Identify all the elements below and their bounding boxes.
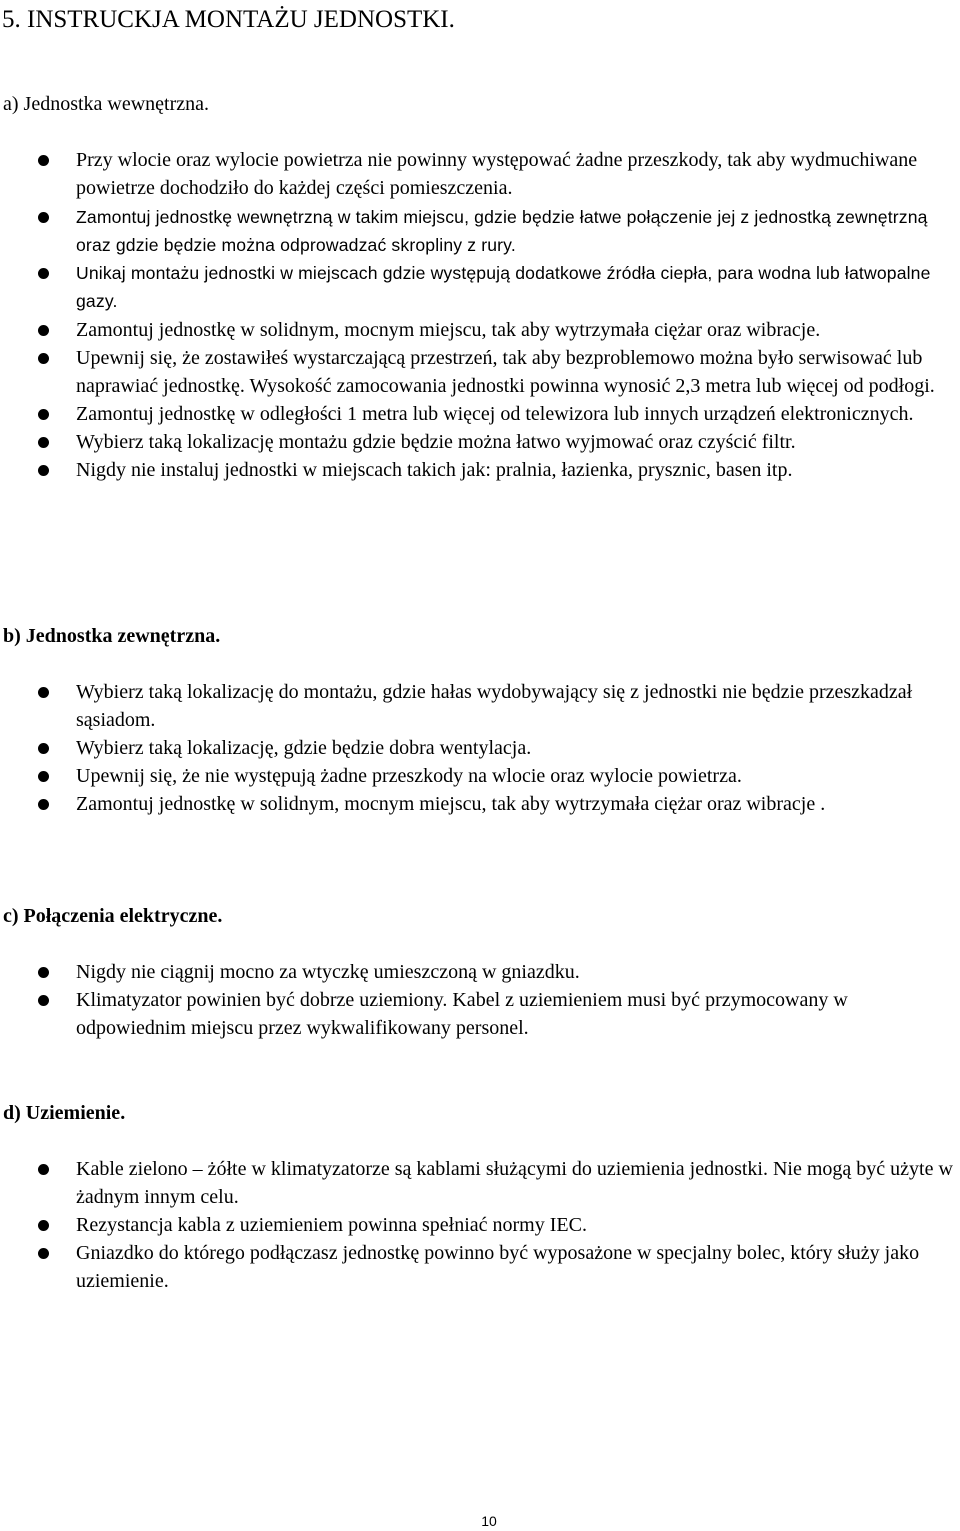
page-number: 10	[481, 1513, 497, 1529]
bullet-icon	[38, 409, 49, 420]
list-item	[0, 762, 960, 790]
outdoor-unit-list	[0, 678, 960, 818]
list-item-text: Zamontuj jednostkę wewnętrzną w takim miejscu, gdzie będzie łatwe połączenie jej z jednostką zewnętrzną oraz gdzie będzie można odprowadzać skropliny z rury.	[76, 207, 928, 255]
bullet-icon	[38, 465, 49, 476]
list-item-text: Wybierz taką lokalizację do montażu, gdzie hałas wydobywający się z jednostki nie będzie przeszkadzał sąsiadom.	[76, 681, 913, 731]
section-heading-electrical: c) Połączenia elektryczne.	[3, 905, 223, 927]
list-item	[0, 259, 960, 315]
list-item-text: Nigdy nie ciągnij mocno za wtyczkę umieszczoną w gniazdku.	[76, 961, 580, 983]
bullet-icon	[38, 1220, 49, 1231]
bullet-icon	[38, 212, 49, 223]
bullet-icon	[38, 743, 49, 754]
bullet-icon	[38, 967, 49, 978]
list-item-text: Upewnij się, że zostawiłeś wystarczającą przestrzeń, tak aby bezproblemowo można było serwisować lub naprawiać jednostkę. Wysokość zamocowania jednostki powinna wynosić 2,3 metra lub więcej od podłogi.	[76, 347, 935, 397]
list-item	[0, 1155, 960, 1211]
page-title: 5. INSTRUCKJA MONTAŻU JEDNOSTKI.	[2, 6, 455, 33]
list-item	[0, 428, 960, 456]
list-item	[0, 203, 960, 259]
list-item-text: Unikaj montażu jednostki w miejscach gdzie występują dodatkowe źródła ciepła, para wodna lub łatwopalne gazy.	[76, 263, 931, 311]
bullet-icon	[38, 799, 49, 810]
section-heading-indoor-unit: a) Jednostka wewnętrzna.	[3, 93, 210, 115]
list-item	[0, 958, 960, 986]
bullet-icon	[38, 1248, 49, 1259]
bullet-icon	[38, 353, 49, 364]
list-item	[0, 316, 960, 344]
indoor-unit-list	[0, 146, 960, 202]
list-item	[0, 456, 960, 484]
bullet-icon	[38, 995, 49, 1006]
bullet-icon	[38, 437, 49, 448]
list-item-text: Zamontuj jednostkę w solidnym, mocnym miejscu, tak aby wytrzymała ciężar oraz wibracje.	[76, 319, 821, 341]
list-item-text: Zamontuj jednostkę w solidnym, mocnym miejscu, tak aby wytrzymała ciężar oraz wibracje .	[76, 793, 826, 815]
list-item-text: Kable zielono – żółte w klimatyzatorze są kablami służącymi do uziemienia jednostki. Nie mogą być użyte w żadnym innym celu.	[76, 1158, 953, 1208]
list-item	[0, 986, 960, 1042]
section-heading-grounding: d) Uziemienie.	[3, 1102, 126, 1124]
list-item	[0, 790, 960, 818]
list-item-text: Przy wlocie oraz wylocie powietrza nie powinny występować żadne przeszkody, tak aby wydmuchiwane powietrze dochodziło do każdej części pomieszczenia.	[76, 149, 918, 199]
list-item	[0, 734, 960, 762]
list-item	[0, 1211, 960, 1239]
bullet-icon	[38, 155, 49, 166]
bullet-icon	[38, 325, 49, 336]
section-heading-outdoor-unit: b) Jednostka zewnętrzna.	[3, 625, 221, 647]
list-item-text: Upewnij się, że nie występują żadne przeszkody na wlocie oraz wylocie powietrza.	[76, 765, 742, 787]
list-item-text: Wybierz taką lokalizację, gdzie będzie dobra wentylacja.	[76, 737, 532, 759]
bullet-icon	[38, 771, 49, 782]
list-item	[0, 344, 960, 400]
electrical-list	[0, 958, 960, 1042]
list-item-text: Nigdy nie instaluj jednostki w miejscach takich jak: pralnia, łazienka, prysznic, basen itp.	[76, 459, 793, 481]
indoor-unit-list-serif	[0, 316, 960, 484]
list-item	[0, 1239, 960, 1295]
list-item-text: Rezystancja kabla z uziemieniem powinna spełniać normy IEC.	[76, 1214, 587, 1236]
list-item	[0, 146, 960, 202]
indoor-unit-list-continued	[0, 203, 960, 315]
bullet-icon	[38, 268, 49, 279]
bullet-icon	[38, 687, 49, 698]
list-item-text: Klimatyzator powinien być dobrze uziemiony. Kabel z uziemieniem musi być przymocowany w odpowiednim miejscu przez wykwalifikowany personel.	[76, 989, 848, 1039]
list-item-text: Wybierz taką lokalizację montażu gdzie będzie można łatwo wyjmować oraz czyścić filtr.	[76, 431, 796, 453]
list-item-text: Gniazdko do którego podłączasz jednostkę powinno być wyposażone w specjalny bolec, który służy jako uziemienie.	[76, 1242, 920, 1292]
list-item-text: Zamontuj jednostkę w odległości 1 metra lub więcej od telewizora lub innych urządzeń elektronicznych.	[76, 403, 914, 425]
list-item	[0, 678, 960, 734]
list-item	[0, 400, 960, 428]
bullet-icon	[38, 1164, 49, 1175]
grounding-list	[0, 1155, 960, 1295]
